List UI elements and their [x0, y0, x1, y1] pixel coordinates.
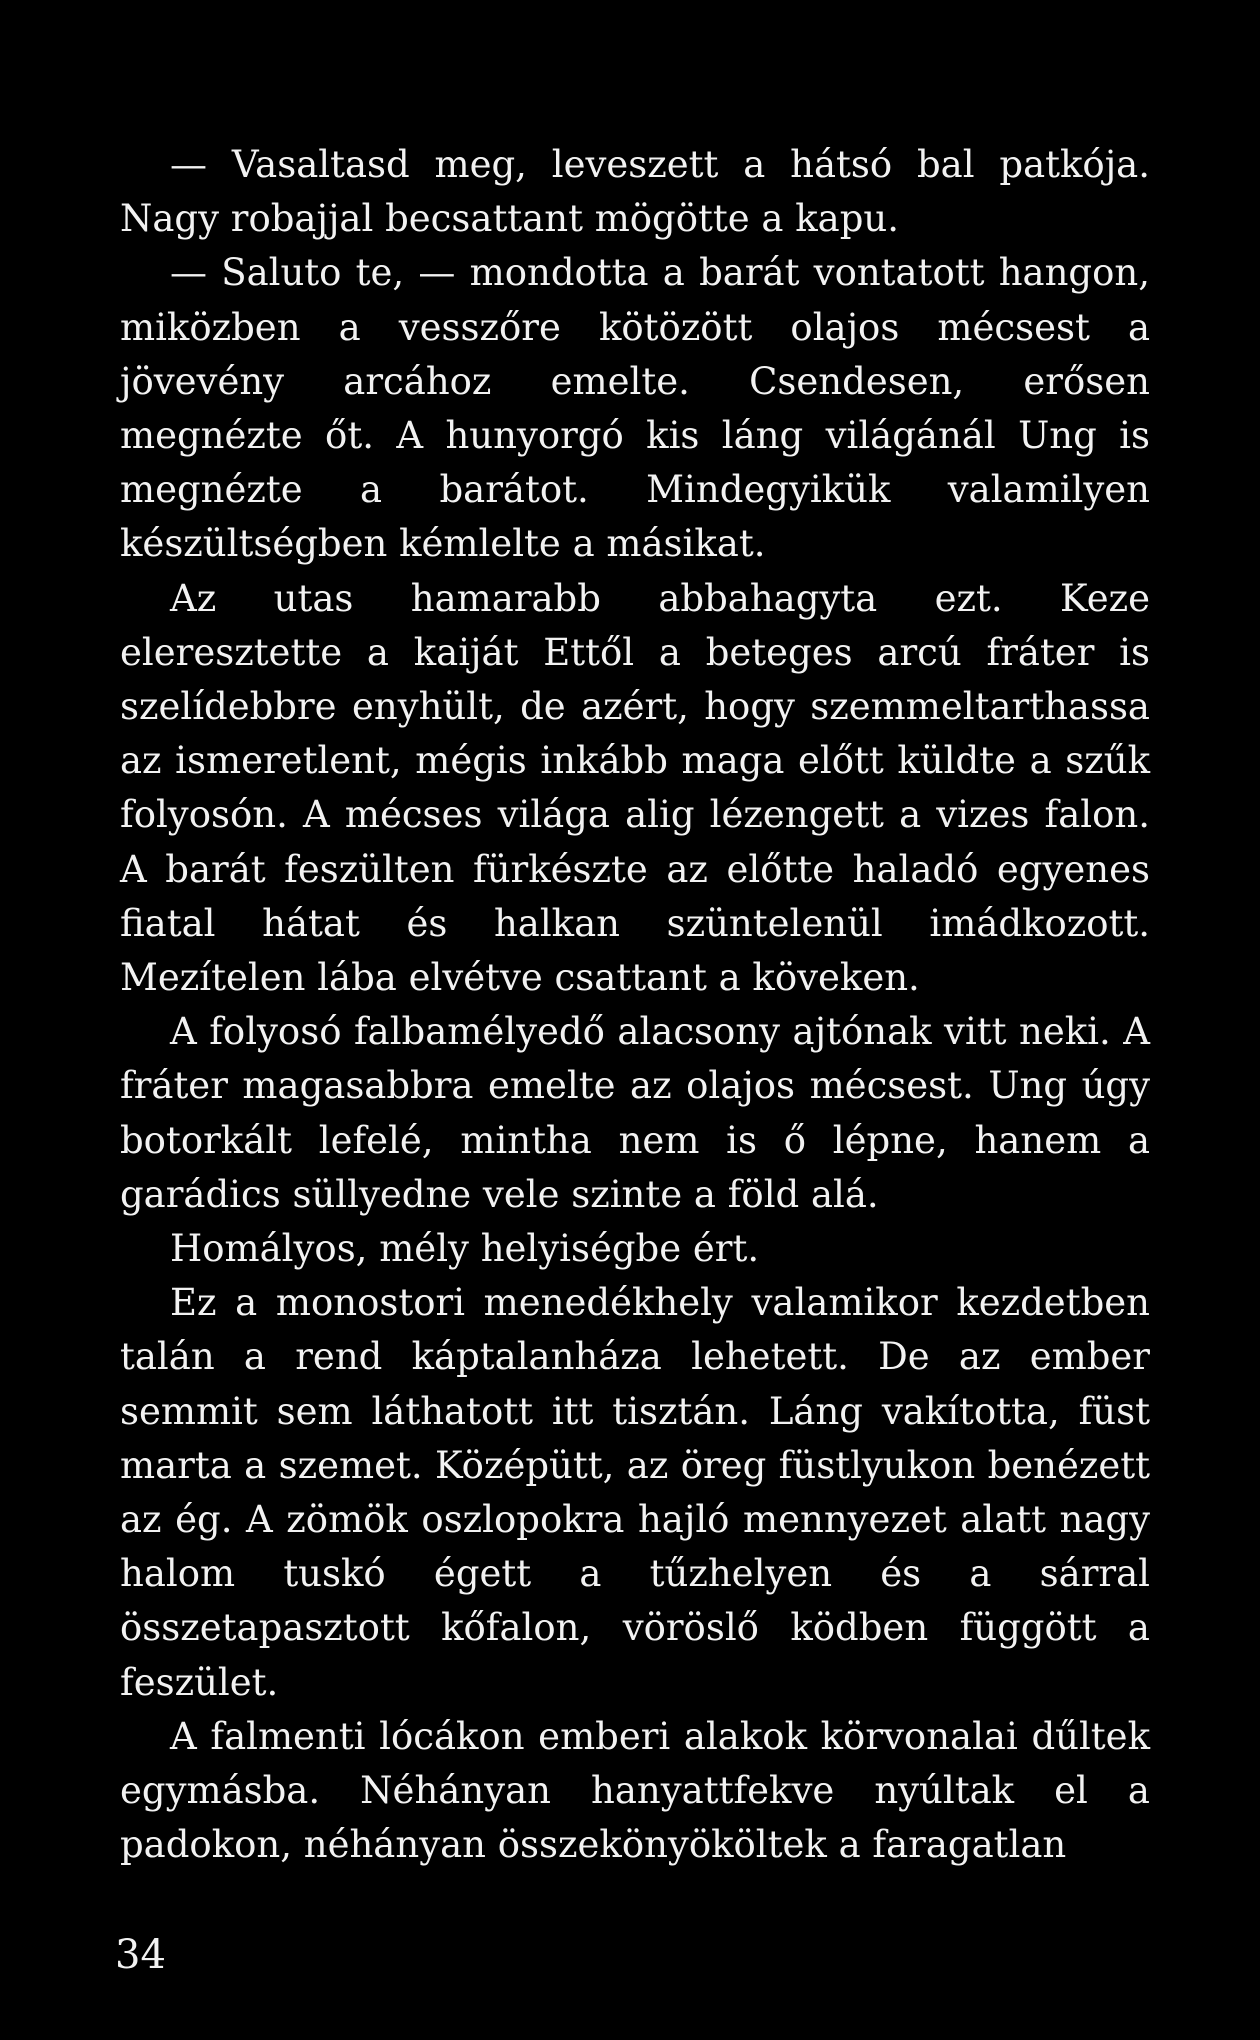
paragraph: Homályos, mély helyiségbe ért.: [170, 1227, 760, 1271]
paragraph: Ez a monostori menedékhely valamikor kezdetben talán a rend káptalanháza lehetett. De az ember semmit sem láthatott itt tisztán. Láng vakította, füst marta a szemet. Középütt, az öreg füstlyukon benézett az ég. A zömök oszlopokra hajló mennyezet alatt nagy halom tuskó égett a tűzhelyen és a sárral összetapasztott kőfalon, vöröslő ködben függött a feszület.: [120, 1281, 1150, 1704]
page-number: 34: [115, 1932, 166, 1978]
body-text: [120, 138, 1150, 1873]
paragraph: Az utas hamarabb abbahagyta ezt. Keze eleresztette a kaiját Ettől a beteges arcú fráter is szelídebbre enyhült, de azért, hogy szemmeltarthassa az ismeretlent, mégis inkább maga előtt küldte a szűk folyosón. A mécses világa alig lézengett a vizes falon. A barát feszülten fürkészte az előtte haladó egyenes fiatal hátat és halkan szüntelenül imádkozott. Mezítelen lába elvétve csattant a köveken.: [120, 576, 1150, 1000]
paragraph: A folyosó falbamélyedő alacsony ajtónak vitt neki. A fráter magasabbra emelte az olajos mécsest. Ung úgy botorkált lefelé, mintha nem is ő lépne, hanem a garádics süllyedne vele szinte a föld alá.: [120, 1010, 1150, 1216]
paragraph: — Vasaltasd meg, leveszett a hátsó bal patkója. Nagy robajjal becsattant mögötte a kapu.: [120, 143, 1150, 241]
paragraph: A falmenti lócákon emberi alakok körvonalai dűltek egymásba. Néhányan hanyattfekve nyúltak el a padokon, néhányan összekönyököltek a faragatlan: [120, 1714, 1150, 1867]
paragraph: — Saluto te, — mondotta a barát vontatott hangon, miközben a vesszőre kötözött olajos mécsest a jövevény arcához emelte. Csendesen, erősen megnézte őt. A hunyorgó kis láng világánál Ung is megnézte a barátot. Mindegyikük valamilyen készültségben kémlelte a másikat.: [120, 251, 1150, 566]
